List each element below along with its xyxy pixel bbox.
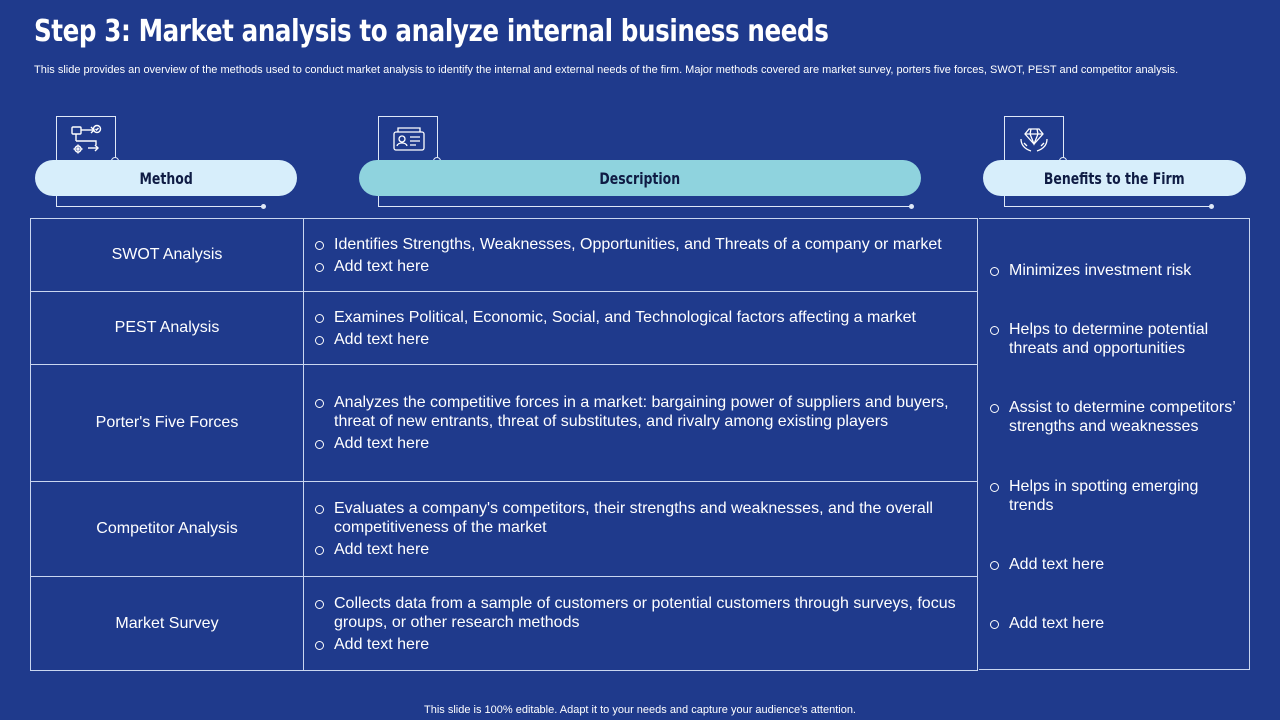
method-cell: Porter's Five Forces <box>31 365 304 482</box>
list-item: Examines Political, Economic, Social, and Technological factors affecting a market <box>314 308 977 327</box>
benefit-item: Helps in spotting emerging trends <box>989 477 1244 515</box>
list-item: Add text here <box>314 257 977 276</box>
benefits-header-label: Benefits to the Firm <box>1044 168 1185 188</box>
benefit-item: Add text here <box>989 614 1244 633</box>
description-header-pill <box>359 160 921 196</box>
list-item: Collects data from a sample of customers or potential customers through surveys, focus groups, or other research methods <box>314 594 977 632</box>
method-header-pill <box>35 160 297 196</box>
table-row <box>31 577 978 671</box>
table-row <box>31 482 978 577</box>
description-underline <box>378 196 911 207</box>
footer-note: This slide is 100% editable. Adapt it to your needs and capture your audience's attention. <box>424 704 856 716</box>
description-underline-dot <box>909 204 914 209</box>
diamond-hands-icon <box>1018 123 1050 155</box>
list-item: Identifies Strengths, Weaknesses, Opportunities, and Threats of a company or market <box>314 235 977 254</box>
benefit-item: Helps to determine potential threats and opportunities <box>989 320 1244 358</box>
description-icon-box <box>378 116 438 161</box>
benefit-item: Add text here <box>989 555 1244 574</box>
list-item: Analyzes the competitive forces in a market: bargaining power of suppliers and buyers, threat of new entrants, threat of substitutes, and rivalry among existing players <box>314 393 977 431</box>
description-list <box>314 393 977 453</box>
table-row <box>31 292 978 365</box>
benefits-header-pill <box>983 160 1246 196</box>
method-underline-dot <box>261 204 266 209</box>
list-item: Add text here <box>314 540 977 559</box>
table-row <box>31 365 978 482</box>
process-gear-icon <box>70 123 102 155</box>
method-underline <box>56 196 263 207</box>
table-row <box>31 219 978 292</box>
list-item: Evaluates a company's competitors, their strengths and weaknesses, and the overall competitiveness of the market <box>314 499 977 537</box>
description-cell <box>304 292 978 365</box>
description-list <box>314 235 977 276</box>
method-cell: Market Survey <box>31 577 304 671</box>
benefits-panel <box>979 218 1250 670</box>
method-icon-box <box>56 116 116 161</box>
benefit-item: Minimizes investment risk <box>989 261 1244 280</box>
methods-table <box>30 218 978 671</box>
page-subtitle: This slide provides an overview of the methods used to conduct market analysis to identify the internal and external needs of the firm. Major methods covered are market survey, porters five forces, SWOT, PEST and competitor analysis. <box>34 64 1179 76</box>
page-title: Step 3: Market analysis to analyze internal business needs <box>34 14 829 49</box>
description-cell <box>304 219 978 292</box>
description-cell <box>304 577 978 671</box>
method-cell: Competitor Analysis <box>31 482 304 577</box>
description-list <box>314 594 977 654</box>
description-list <box>314 308 977 349</box>
description-list <box>314 499 977 559</box>
method-header-label: Method <box>139 168 193 188</box>
benefits-underline-dot <box>1209 204 1214 209</box>
list-item: Add text here <box>314 635 977 654</box>
description-cell <box>304 365 978 482</box>
description-cell <box>304 482 978 577</box>
id-card-icon <box>392 123 426 155</box>
description-header-label: Description <box>599 168 681 188</box>
list-item: Add text here <box>314 434 977 453</box>
benefits-icon-box <box>1004 116 1064 161</box>
method-cell: PEST Analysis <box>31 292 304 365</box>
benefit-item: Assist to determine competitors’ strengths and weaknesses <box>989 398 1244 436</box>
list-item: Add text here <box>314 330 977 349</box>
method-cell: SWOT Analysis <box>31 219 304 292</box>
benefits-underline <box>1004 196 1211 207</box>
